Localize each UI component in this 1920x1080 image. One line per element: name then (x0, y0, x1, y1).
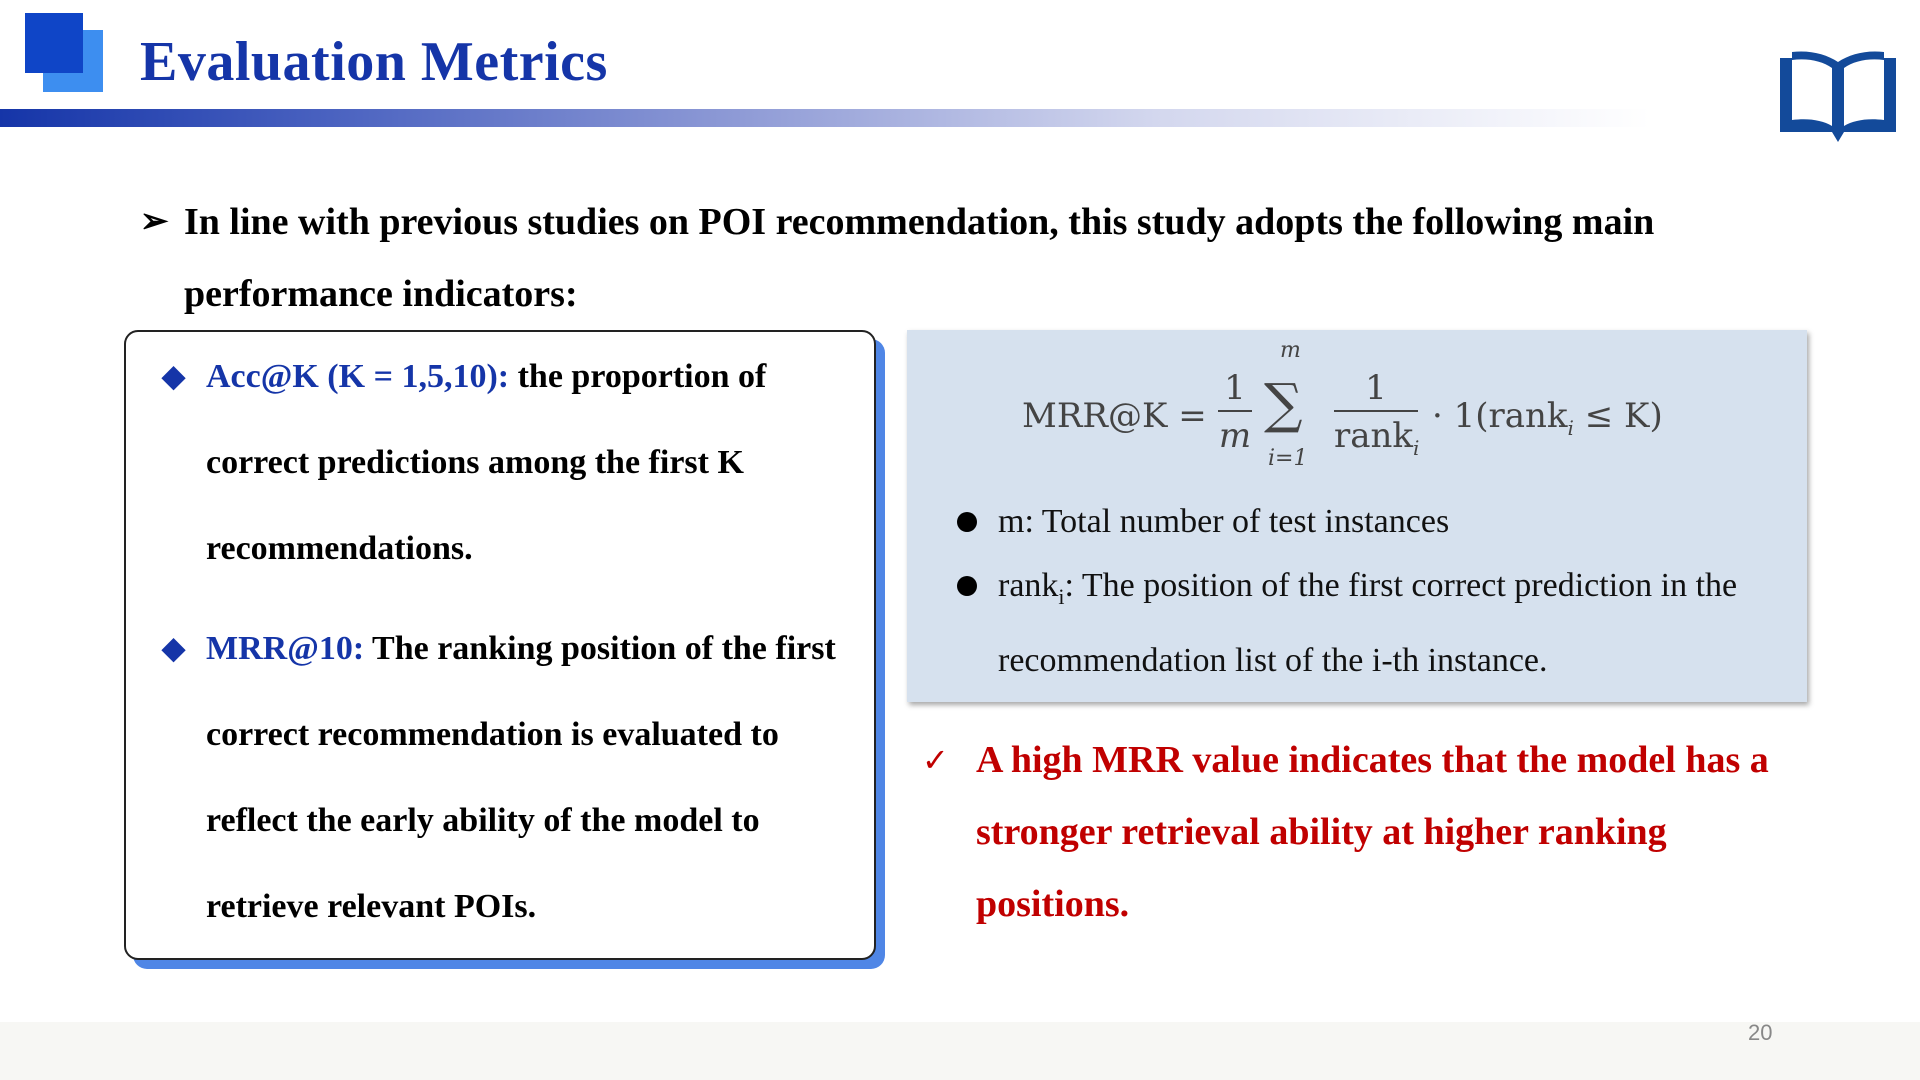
frac-line (1334, 410, 1418, 412)
formula-frac-1 (1218, 368, 1252, 456)
diamond-bullet-icon: ◆ (162, 360, 186, 393)
metric-item-acc (162, 334, 842, 592)
indicator-text: · 1(rank (1432, 396, 1568, 436)
definition-subscript: i (1058, 583, 1065, 609)
metric-name: MRR@10: (206, 630, 365, 667)
rank-text: rank (1334, 416, 1414, 456)
metric-description: the proportion of correct predictions among the first K recommendations. (206, 358, 767, 567)
metric-description: The ranking position of the first correct recommendation is evaluated to reflect the early ability of the model to retrieve relevant POIs. (206, 630, 836, 925)
definition-term: m (998, 503, 1025, 540)
definition-m (950, 490, 1828, 554)
conclusion (922, 724, 1822, 940)
intro-text: In line with previous studies on POI recommendation, this study adopts the following main performance indicators: (184, 201, 1655, 315)
sum-upper: m (1280, 338, 1301, 363)
bullet-dot-icon (957, 512, 977, 532)
checkmark-icon: ✓ (922, 741, 949, 779)
page-number: 20 (1748, 1020, 1773, 1045)
bullet-dot-icon (957, 576, 977, 596)
conclusion-text: A high MRR value indicates that the model has a stronger retrieval ability at higher ranking positions. (976, 739, 1769, 925)
frac-denominator (1334, 416, 1418, 460)
indicator-end: ≤ K) (1573, 396, 1663, 436)
formula-rhs (1432, 396, 1663, 440)
definition-text: : Total number of test instances (1024, 503, 1450, 540)
formula-frac-2 (1334, 368, 1418, 460)
sum-lower: i=1 (1268, 446, 1308, 471)
frac-line (1218, 410, 1252, 412)
definition-rank (950, 554, 1828, 693)
logo-square-front (25, 13, 83, 73)
metric-text (206, 334, 842, 592)
book-icon (1774, 48, 1902, 146)
metric-text (206, 606, 842, 950)
arrow-bullet-icon: ➢ (140, 203, 169, 240)
metric-name: Acc@K (K = 1,5,10): (206, 358, 510, 395)
diamond-bullet-icon: ◆ (162, 632, 186, 665)
formula-lhs: MRR@K = (1022, 396, 1207, 436)
rank-subscript: i (1413, 435, 1420, 460)
footer-bar (0, 1022, 1920, 1080)
definition-term: rank (998, 567, 1059, 604)
definition-text: : The position of the first correct prediction in the recommendation list of the i-th instance. (998, 567, 1738, 679)
slide-title: Evaluation Metrics (140, 31, 608, 93)
frac-denominator: m (1218, 416, 1252, 456)
title-underline-bar (0, 109, 1650, 127)
frac-numerator: 1 (1224, 368, 1246, 408)
indicator-subscript: i (1567, 415, 1574, 440)
metric-item-mrr (162, 606, 842, 950)
sum-symbol: ∑ (1264, 372, 1303, 435)
definition-list (950, 490, 1828, 693)
intro-paragraph (140, 186, 1760, 330)
frac-numerator: 1 (1365, 368, 1387, 408)
